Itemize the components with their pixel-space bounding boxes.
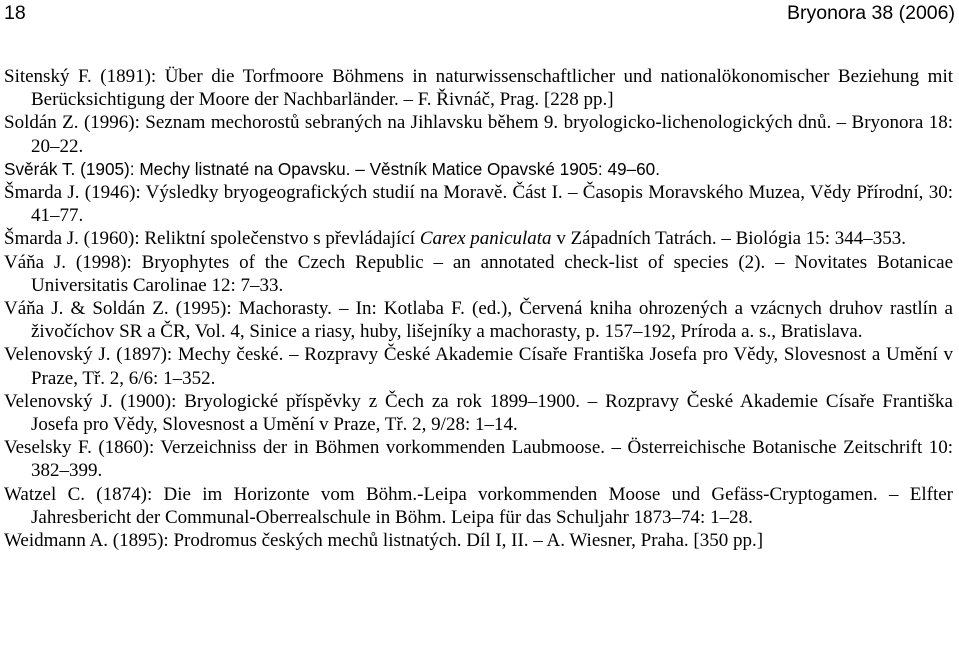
reference-entry [0, 111, 959, 157]
reference-entry [0, 436, 959, 482]
reference-text: Velenovský J. (1900): Bryologické příspěvky z Čech za rok 1899–1900. – Rozpravy České Akademie Císaře Františka Josefa pro Vědy, Slovesnost a Umění v Praze, Tř. 2, 9/28: 1–14. [4, 390, 953, 436]
reference-text: Váňa J. (1998): Bryophytes of the Czech Republic – an annotated check-list of species (2). – Novitates Botanicae Universitatis Carolinae 12: 7–33. [4, 251, 953, 296]
reference-text: Veselsky F. (1860): Verzeichniss der in Böhmen vorkommenden Laubmoose. – Österreichische Botanische Zeitschrift 10: 382–399. [4, 437, 953, 482]
page-header [0, 0, 959, 26]
reference-text: Watzel C. (1874): Die im Horizonte vom Böhm.-Leipa vorkommenden Moose und Gefäss-Cryptogamen. – Elfter Jahresbericht der Communal-Oberrealschule in Böhm. Leipa für das Schuljahr 1873–74: 1–28. [4, 483, 953, 528]
reference-text: v Západních Tatrách. – Biológia 15: 344–353. [551, 228, 907, 250]
reference-italic-text: Carex paniculata [419, 228, 552, 250]
journal-title: Bryonora 38 (2006) [786, 2, 955, 24]
reference-entry [0, 65, 959, 111]
reference-text: Šmarda J. (1946): Výsledky bryogeografických studií na Moravě. Část I. – Časopis Moravského Muzea, Vědy Přírodní, 30: 41–77. [4, 182, 953, 227]
reference-text: Velenovský J. (1897): Mechy české. – Rozpravy České Akademie Císaře Františka Josefa pro Vědy, Slovesnost a Umění v Praze, Tř. 2, 6/6: 1–352. [4, 344, 953, 389]
reference-entry [0, 343, 959, 389]
reference-entry [0, 297, 959, 343]
reference-entry [0, 158, 959, 181]
reference-entry [0, 181, 959, 227]
reference-entry [0, 390, 959, 436]
reference-entry [0, 483, 959, 529]
reference-entry [0, 251, 959, 297]
reference-entry [0, 227, 959, 250]
reference-text: Weidmann A. (1895): Prodromus českých mechů listnatých. Díl I, II. – A. Wiesner, Praha. [350 pp.] [4, 530, 764, 552]
reference-text: Svěrák T. (1905): Mechy listnaté na Opavsku. – Věstník Matice Opavské 1905: 49–60. [4, 158, 661, 179]
reference-list [0, 65, 959, 552]
reference-text: Sitenský F. (1891): Über die Torfmoore Böhmens in naturwissenschaftlicher und nationalökonomischer Beziehung mit Berücksichtigung der Moore der Nachbarländer. – F. Řivnáč, Prag. [228 pp.] [4, 66, 953, 111]
reference-text: Váňa J. & Soldán Z. (1995): Machorasty. – In: Kotlaba F. (ed.), Červená kniha ohrozených a vzácnych druhov rastlín a živočíchov SR a ČR, Vol. 4, Sinice a riasy, huby, lišejníky a machorasty, p. 157–192, Príroda a. s., Bratislava. [4, 298, 953, 343]
page-number: 18 [4, 2, 26, 24]
reference-entry [0, 529, 959, 552]
reference-text: Soldán Z. (1996): Seznam mechorostů sebraných na Jihlavsku během 9. bryologicko-lichenologických dnů. – Bryonora 18: 20–22. [4, 112, 953, 157]
reference-text: Šmarda J. (1960): Reliktní společenstvo s převládající [4, 228, 420, 250]
